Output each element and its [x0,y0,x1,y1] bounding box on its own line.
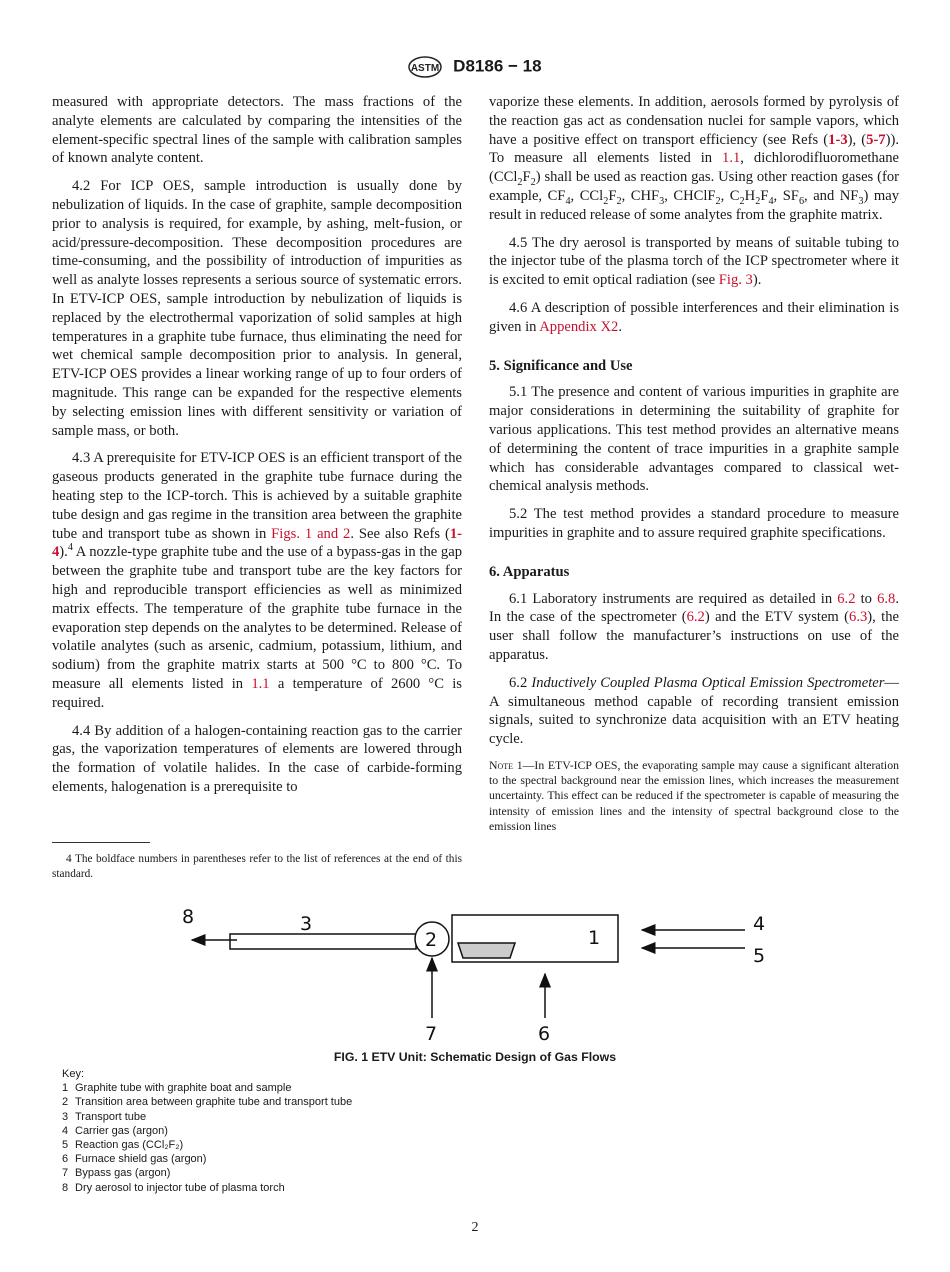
cross-ref-link[interactable]: Appendix X2 [539,318,619,335]
text-run: , and NF [804,187,859,204]
text-run: ) shall be used as reaction gas. Using other reaction gases (for example, CF [489,169,899,204]
key-text: Graphite tube with graphite boat and sample [75,1082,292,1095]
key-number: 4 [62,1124,69,1137]
text-run: ). [59,544,68,561]
text-run: ) may result in reduced release of some analytes from the graphite matrix. [489,187,900,223]
text-run: . In the case of the spectrometer ( [489,590,899,626]
key-text: Carrier gas (argon) [75,1124,168,1137]
text-run: 4.6 A description of possible interferences and their elimination is given in [489,299,899,335]
page-number: 2 [471,1220,479,1235]
figure-key [62,1067,352,1195]
left-column [52,93,462,806]
text-run: 5.1 The presence and content of various impurities in graphite are major considerations in determining the suitability of graphite for various applications. This test method provides an alternative means of determining the content of trace impurities in a graphite sample which has considerable advantages compared to classical wet-chemical analysis methods. [489,384,899,495]
key-item [62,1181,352,1195]
text-run: to [855,590,878,607]
paragraph [489,674,899,749]
key-text: Reaction gas (CCl₂F₂) [75,1139,184,1152]
text-run: —A simultaneous method capable of recording transient emission signals, suited to synchronize data acquisition with an ETV heating cycle. [489,674,900,748]
paragraph [52,722,462,797]
text-run: , CHClF [664,187,716,204]
paragraph [489,234,899,290]
key-text: Bypass gas (argon) [75,1167,171,1180]
footnote-divider [52,842,150,843]
cross-ref-link[interactable]: 1.1 [251,675,270,692]
key-number: 5 [62,1139,69,1152]
reference-link[interactable]: 1-4 [52,525,462,561]
text-run: 6. Apparatus [489,563,570,580]
paragraph [52,177,462,440]
cross-ref-link[interactable]: 6.2 [837,590,856,607]
text-run: F [608,187,617,204]
subscript: 3 [659,195,665,207]
key-number: 6 [62,1153,69,1166]
label-1: 1 [588,927,601,949]
text-run: ), ( [847,131,867,148]
subscript: 2 [739,195,745,207]
text-run: ). [752,272,762,289]
note-label: Note [489,757,514,772]
key-item [62,1152,352,1166]
text-run: a temperature of 2600 °C is required. [52,675,462,711]
cross-ref-link[interactable]: Fig. 3 [718,272,753,289]
text-run: F [760,187,769,204]
text-run: , C [720,187,740,204]
reference-link[interactable]: 1-3 [828,131,848,148]
text-run: 6.1 Laboratory instruments are required as detailed in [509,590,838,607]
label-5: 5 [753,945,766,967]
subscript: 2 [616,195,622,207]
note-paragraph [489,758,899,834]
subscript: 2 [755,195,761,207]
subscript: 4 [565,195,571,207]
text-run: H [744,187,756,204]
cross-ref-link[interactable]: 6.3 [849,609,868,626]
cross-ref-link[interactable]: 1.1 [722,150,741,167]
key-item [62,1081,352,1095]
paragraph [489,93,899,225]
text-run: 5. Significance and Use [489,357,633,374]
key-number: 8 [62,1181,69,1194]
italic-term: Inductively Coupled Plasma Optical Emission Spectrometer [531,674,885,691]
text-run: measured with appropriate detectors. The mass fractions of the analyte elements are calculated by comparing the intensities of the element-specific spectral lines of the sample with calibration samples of known analyte content. [52,94,462,167]
text-run: 1—In ETV-ICP OES, the evaporating sample may cause a significant alteration to the spectral background near the emission lines, which increases the measurement uncertainty. This effect can be reduced if the spectrometer is capable of measuring the intensity of emission lines and the intensity of spectral background close to the emission lines [489,757,899,833]
text-run: , SF [773,187,799,204]
key-text: Dry aerosol to injector tube of plasma torch [75,1181,285,1194]
key-item [62,1166,352,1180]
label-2: 2 [425,929,438,951]
svg-text:ASTM: ASTM [411,63,440,74]
subscript: 2 [517,177,523,189]
text-run: 4.5 The dry aerosol is transported by means of suitable tubing to the injector tube of the plasma torch of the ICP spectrometer where it is excited to emit optical radiation (see [489,234,899,289]
footnote: 4 The boldface numbers in parentheses refer to the list of references at the end of this standard. [52,853,462,880]
paragraph [489,383,899,496]
cross-ref-link[interactable]: 6.2 [686,609,705,626]
graphite-boat [458,943,515,958]
figure-caption: FIG. 1 ETV Unit: Schematic Design of Gas Flows [333,1050,617,1064]
text-run: , CCl [570,187,604,204]
etv-schematic-diagram [170,900,790,1045]
right-column [489,93,899,843]
text-run: 4.4 By addition of a halogen-containing reaction gas to the carrier gas, the vaporization temperatures of elements are lowered through the formation of volatile halides. In the case of carbide-forming elements, halogenation is a prerequisite to [52,722,462,795]
label-3: 3 [300,913,313,935]
key-number: 3 [62,1110,69,1123]
key-title: Key: [62,1068,85,1080]
text-run: vaporize these elements. In addition, aerosols formed by pyrolysis of the reaction gas act as condensation nuclei for sample vapors, which have a positive effect on transport efficiency (see Refs ( [489,94,899,148]
paragraph [52,93,462,168]
reference-link[interactable]: 5-7 [866,131,886,148]
subscript: 2 [530,177,536,189]
section-heading [489,563,899,582]
cross-ref-link[interactable]: 6.8 [877,590,896,607]
text-run: , CHF [621,187,660,204]
subscript: 2 [603,195,609,207]
key-text: Transition area between graphite tube and transport tube [75,1096,353,1109]
cross-ref-link[interactable]: Figs. 1 and 2 [271,525,351,542]
text-run: )). To measure all elements listed in [489,131,899,167]
key-number: 2 [62,1096,69,1109]
key-number: 7 [62,1167,69,1180]
text-run: , dichlorodifluoromethane (CCl [489,150,899,186]
key-text: Furnace shield gas (argon) [75,1153,207,1166]
label-7: 7 [425,1023,438,1045]
subscript: 4 [768,195,774,207]
astm-logo-icon [408,56,442,78]
text-run: F [522,169,531,186]
text-run: ), the user shall follow the manufacturer’s instructions on use of the apparatus. [489,609,899,663]
key-number: 1 [62,1082,69,1095]
transport-tube [230,934,416,949]
subscript: 2 [715,195,721,207]
subscript: 3 [858,195,864,207]
text-run: 5.2 The test method provides a standard procedure to measure impurities in graphite and to assure required graphite specifications. [489,506,899,541]
section-heading [489,357,899,376]
key-item [62,1095,352,1109]
key-item [62,1138,352,1152]
page-header [0,56,950,78]
text-run: . See also Refs ( [350,525,450,542]
text-run: 4.2 For ICP OES, sample introduction is usually done by nebulization of liquids. In the case of graphite, sample decomposition prior to analysis is required, for example, by ashing, melt-fusion, or acid/pressure-decomposition. These decomposition procedures are time-consuming, and the possibility of introduction of impurities as well as analyte losses represents a serious source of systematic errors. In ETV-ICP OES, sample introduction by nebulization of liquids is replaced by the electrothermal vaporization of solid samples at high temperatures in a graphite tube furnace, thus eliminating the need for wet chemical sample decomposition prior to analysis. In general, ETV-ICP OES provides a linear working range of up to four orders of magnitude. This range can be expanded for the respective elements by selecting emission lines with different sensitivity or variation of sample mass, or both. [52,178,462,439]
paragraph [489,590,899,665]
text-run: A nozzle-type graphite tube and the use of a bypass-gas in the gap between the graphite tube and transport tube are the key factors for high and reproducible transport efficiencies as well as minimized matrix effects. The temperature of the graphite tube furnace in the evaporation step depends on the analytes to be determined. Release of volatile analytes (such as arsenic, cadmium, potassium, lithium, and sodium) from the graphite matrix starts at 500 °C to 800 °C. To measure all elements listed in [52,544,462,692]
key-item [62,1110,352,1124]
label-4: 4 [753,913,766,935]
text-run: 6.2 [509,674,532,691]
text-run: . [618,318,622,335]
key-item [62,1124,352,1138]
designation: D8186 − 18 [453,56,542,76]
footnote-ref: 4 [67,542,73,554]
text-run: ) and the ETV system ( [704,609,850,626]
label-8: 8 [182,906,195,928]
text-run: 4.3 A prerequisite for ETV-ICP OES is an efficient transport of the gaseous products generated in the graphite tube furnace during the heating step to the ICP-torch. This is achieved by a suitable graphite tube design and gas regime in the transition area between the graphite tube and transport tube as shown in [52,450,462,542]
paragraph [489,505,899,543]
paragraph [489,299,899,337]
label-6: 6 [538,1023,551,1045]
paragraph [52,449,462,712]
subscript: 6 [798,195,805,207]
key-text: Transport tube [75,1110,147,1123]
